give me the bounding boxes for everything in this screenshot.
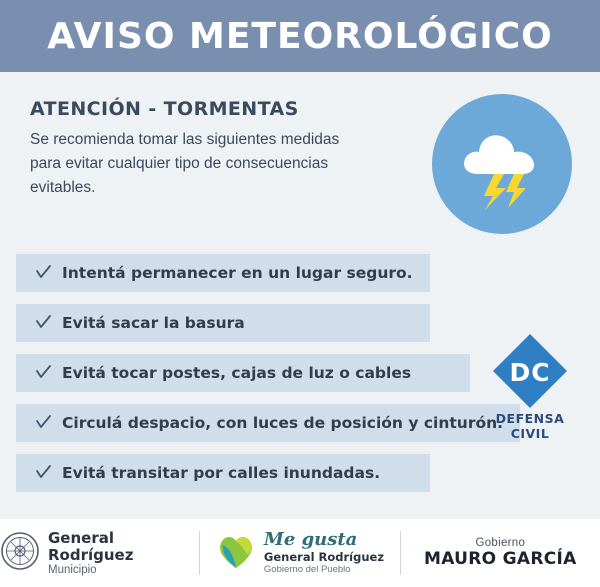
list-item	[16, 254, 430, 292]
check-icon	[30, 364, 56, 382]
gobierno-name: MAURO GARCÍA	[424, 549, 577, 569]
defensa-civil-initials: DC	[509, 358, 551, 387]
list-item	[16, 304, 430, 342]
list-item	[16, 454, 430, 492]
check-icon	[30, 314, 56, 332]
poster-footer	[0, 519, 600, 587]
list-item-label: Evitá sacar la basura	[62, 314, 245, 332]
poster-body	[0, 72, 600, 519]
me-gusta-text	[264, 531, 384, 575]
list-item	[16, 404, 520, 442]
list-item-label: Intentá permanecer en un lugar seguro.	[62, 264, 413, 282]
municipio-logo	[0, 519, 199, 587]
list-item-label: Evitá transitar por calles inundadas.	[62, 464, 381, 482]
gobierno-logo	[401, 519, 600, 587]
list-item-label: Evitá tocar postes, cajas de luz o cables	[62, 364, 412, 382]
municipio-name: General Rodríguez	[48, 528, 134, 564]
defensa-civil-badge	[474, 332, 586, 441]
gobierno-text	[424, 537, 577, 569]
intro-title: ATENCIÓN - TORMENTAS	[30, 98, 299, 120]
me-gusta-script: Me gusta	[263, 529, 358, 551]
defensa-civil-label: DEFENSA CIVIL	[495, 411, 565, 441]
gobierno-label: Gobierno	[475, 537, 526, 549]
check-icon	[30, 414, 56, 432]
me-gusta-line2: Gobierno del Pueblo	[263, 563, 351, 575]
municipio-subtitle: Municipio	[48, 564, 97, 577]
list-item-label: Circulá despacio, con luces de posición y cinturón.	[62, 414, 504, 432]
storm-cloud-lightning-icon	[432, 94, 572, 234]
page-title: AVISO METEOROLÓGICO	[47, 15, 553, 57]
list-item	[16, 354, 470, 392]
municipal-seal-icon	[0, 531, 40, 576]
check-icon	[30, 264, 56, 282]
check-icon	[30, 464, 56, 482]
heart-icon	[216, 532, 256, 575]
municipio-text	[48, 530, 199, 577]
me-gusta-logo	[200, 519, 399, 587]
shield-icon	[491, 332, 569, 410]
me-gusta-line1: General Rodríguez	[263, 549, 385, 564]
poster-header	[0, 0, 600, 72]
intro-text: Se recomienda tomar las siguientes medidas para evitar cualquier tipo de consecuencias evitables.	[30, 131, 340, 197]
intro-block	[30, 98, 360, 200]
